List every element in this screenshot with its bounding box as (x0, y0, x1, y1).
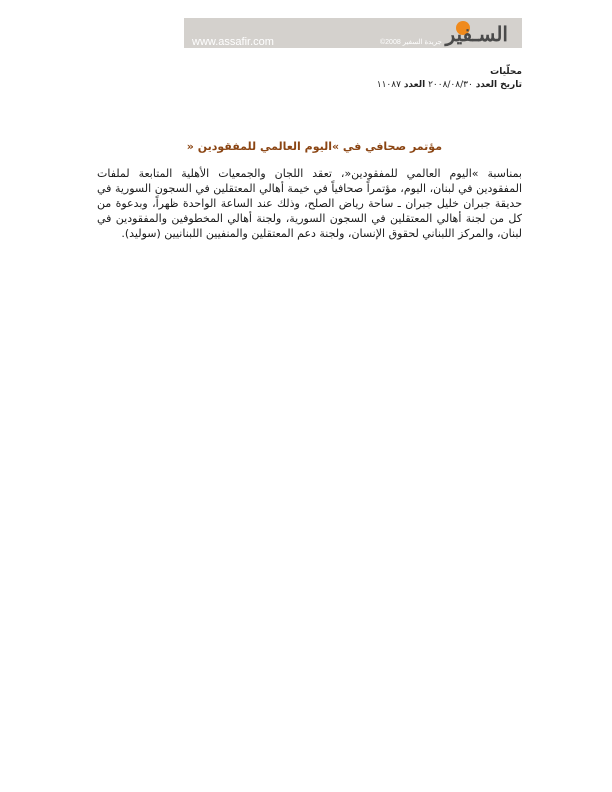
article-body: بمناسبة »اليوم العالمي للمفقودين«، تعقد اللجان والجمعيات الأهلية المتابعة لملفات المفقودين في لبنان، اليوم، مؤتمراً صحافياً في خيمة أهالي المعتقلين في السجون السورية في حديقة جبران خليل جبران ـ ساحة رياض الصلح، وذلك عند الساعة الواحدة ظهراً، وبدعوة من كل من لجنة أهالي المعتقلين في السجون السورية، ولجنة أهالي المخطوفين والمفقودين في لبنان، والمركز اللبناني لحقوق الإنسان، ولجنة دعم المعتقلين والمنفيين اللبنانيين (سوليد). (97, 167, 522, 240)
issue-info (222, 79, 522, 91)
issue-date-label: تاريخ العدد (475, 80, 522, 90)
issue-number: ١١٠٨٧ (376, 80, 401, 90)
section-label: محلّيات (490, 67, 522, 77)
newspaper-banner (184, 18, 522, 48)
copyright-notice: ©2008 جريدة السفير (380, 39, 442, 46)
newspaper-logo: السـفير (445, 22, 508, 46)
website-url[interactable]: www.assafir.com (192, 36, 274, 48)
article-headline: مؤتمر صحافي في »اليوم العالمي للمفقودين « (186, 140, 442, 153)
issue-date: ٢٠٠٨/٠٨/٣٠ (428, 80, 473, 90)
issue-number-label: العدد (403, 80, 426, 90)
